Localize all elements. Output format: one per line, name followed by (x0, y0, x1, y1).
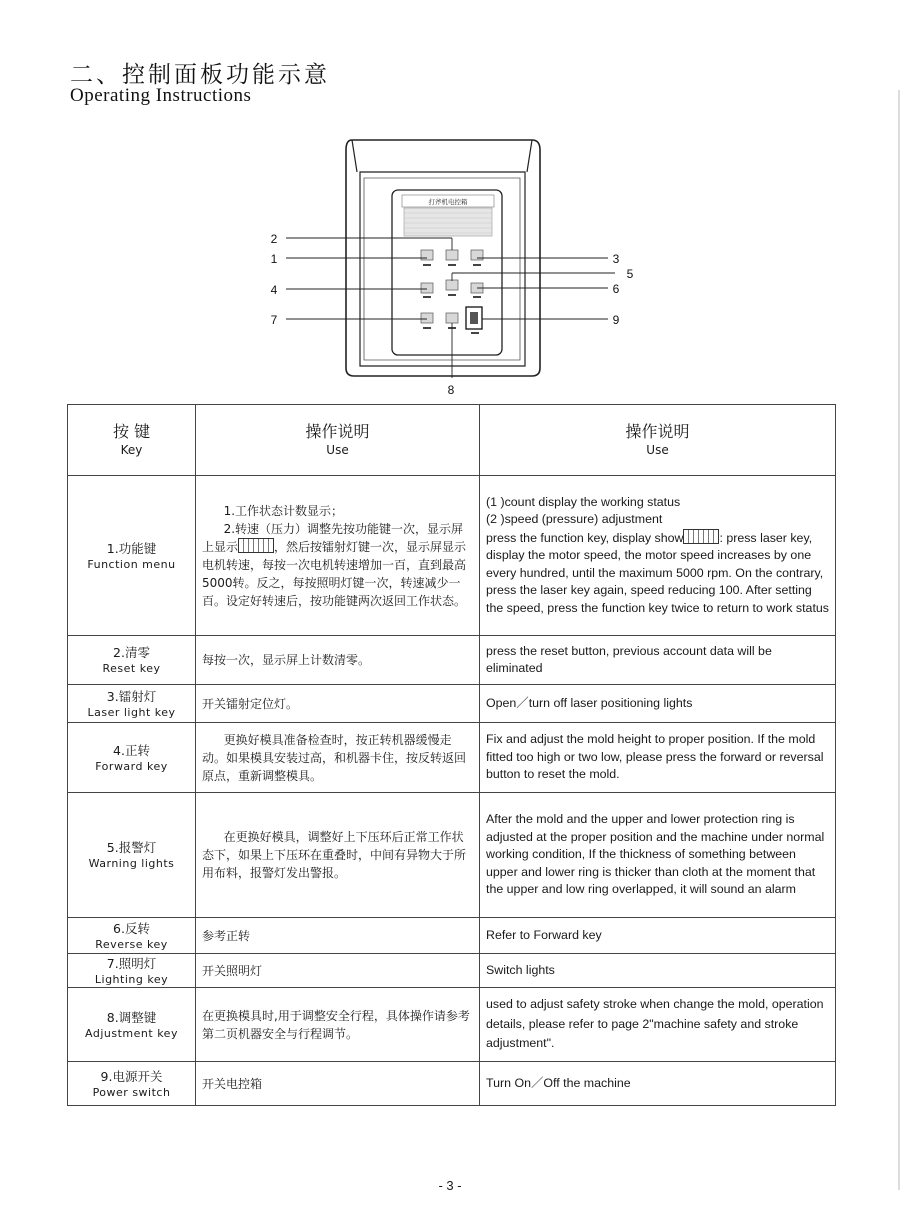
use-en-cell: After the mold and the upper and lower protection ring is adjusted at the proper position and the machine under normal working condition, If the thickness of something between upper and lower ring is thicker than cloth at the moment that the upper and low ring overlapped, it will sound an alarm (480, 793, 836, 918)
en-line (486, 529, 829, 618)
section-title-cn: 二、控制面板功能示意 (70, 62, 330, 88)
key-cell (68, 793, 196, 918)
callout-8: 8 (447, 383, 455, 397)
use-en-cell: Fix and adjust the mold height to proper position. If the mold fitted too high or two low, please press the forward or reversal button to reset the mold. (480, 723, 836, 793)
use-cn-cell: 更换好模具准备检查时，按正转机器缓慢走动。如果模具安装过高，和机器卡住，按反转返回原点，重新调整模具。 (196, 723, 480, 793)
operating-instructions-table (67, 404, 836, 1106)
callout-5: 5 (626, 267, 634, 281)
use-cn-cell: 每按一次，显示屏上计数清零。 (196, 636, 480, 685)
cn-text: ，然后按镭射灯键一次，显示屏显示电机转速，每按一次电机转速增加一百，直到最高5000转。反之，每按照明灯键一次，转速减少一百。设定好转速后，按功能键两次返回工作状态。 (202, 539, 467, 608)
key-name-en: Lighting key (94, 972, 169, 986)
key-name-cn: 4.正转 (113, 742, 150, 758)
header-key-en: Key (120, 443, 143, 457)
use-en-cell: Turn On／Off the machine (480, 1062, 836, 1106)
key-name-cn: 6.反转 (113, 920, 150, 936)
key-cell (68, 1062, 196, 1106)
header-key-cn: 按 键 (112, 422, 151, 441)
table-row (68, 1062, 836, 1106)
key-cell (68, 918, 196, 954)
key-cell (68, 636, 196, 685)
key-cell (68, 723, 196, 793)
header-key (68, 405, 196, 476)
table-row (68, 636, 836, 685)
header-use-en-label: 操作说明 (625, 422, 690, 441)
key-name-en: Laser light key (87, 705, 176, 719)
key-name-en: Function menu (87, 557, 176, 571)
section-title-en: Operating Instructions (70, 85, 252, 106)
use-cn-cell: 开关照明灯 (196, 954, 480, 988)
use-cn-cell (196, 476, 480, 636)
use-en-cell: Open／turn off laser positioning lights (480, 685, 836, 723)
cn-line (202, 520, 473, 610)
header-use-en-sub: Use (646, 443, 669, 457)
callout-6: 6 (612, 282, 620, 296)
table-header-row (68, 405, 836, 476)
key-name-en: Reverse key (95, 937, 168, 951)
table-row (68, 476, 836, 636)
use-cn-cell: 开关电控箱 (196, 1062, 480, 1106)
en-line: (1 )count display the working status (486, 494, 681, 509)
key-name-en: Forward key (95, 759, 168, 773)
display-screen-icon (238, 538, 274, 553)
key-cell (68, 685, 196, 723)
key-name-en: Warning lights (88, 857, 175, 870)
key-name-en: Adjustment key (85, 1026, 178, 1040)
callout-3: 3 (612, 252, 620, 266)
use-cn-cell: 在更换好模具，调整好上下压环后正常工作状态下，如果上下压环在重叠时，中间有异物大于所用布料，报警灯发出警报。 (196, 793, 480, 918)
key-cell (68, 476, 196, 636)
header-use-cn-label: 操作说明 (305, 422, 370, 441)
key-cell (68, 954, 196, 988)
key-name-cn: 9.电源开关 (100, 1068, 163, 1084)
key-name-en: Reset key (102, 662, 161, 675)
use-cn-cell: 在更换模具时,用于调整安全行程，具体操作请参考第二页机器安全与行程调节。 (196, 988, 480, 1062)
key-name-cn: 8.调整键 (106, 1009, 157, 1025)
panel-title: 打斧机电控箱 (428, 199, 468, 206)
use-en-cell: used to adjust safety stroke when change the mold, operation details, please refer to page 2"machine safety and stroke adjustment". (480, 988, 836, 1062)
use-cn-cell: 开关镭射定位灯。 (196, 685, 480, 723)
en-text: press the function key, display show (486, 530, 684, 545)
header-use-cn (196, 405, 480, 476)
key-name-cn: 7.照明灯 (106, 955, 157, 971)
callout-4: 4 (270, 283, 278, 297)
table-row (68, 988, 836, 1062)
key-name-cn: 5.报警灯 (106, 840, 157, 855)
key-name-en: Power switch (92, 1085, 171, 1099)
use-en-cell: Switch lights (480, 954, 836, 988)
key-name-cn: 2.清零 (113, 645, 150, 660)
use-en-cell: Refer to Forward key (480, 918, 836, 954)
cn-text: 2.转速（压力）调整先按功能键一次，显示屏上显示 (202, 521, 464, 554)
table-row (68, 954, 836, 988)
cn-line: 1.工作状态计数显示； (223, 503, 344, 518)
en-text: : press laser key, display the motor speed, the motor speed increases by one every hundred, until the maximum 5000 rpm. On the contrary, press the laser key again, speed reducing 100. After setting the speed, press the function key twice to return to work status (486, 530, 829, 615)
header-use-en (480, 405, 836, 476)
key-name-cn: 3.镭射灯 (106, 688, 157, 704)
table-row (68, 793, 836, 918)
table-row (68, 918, 836, 954)
use-cn-cell: 参考正转 (196, 918, 480, 954)
use-en-cell (480, 476, 836, 636)
table-row (68, 685, 836, 723)
display-screen-icon (683, 529, 719, 544)
key-cell (68, 988, 196, 1062)
callout-9: 9 (612, 313, 620, 327)
key-name-cn: 1.功能键 (106, 540, 157, 556)
callout-1: 1 (270, 252, 278, 266)
table-row (68, 723, 836, 793)
en-line: (2 )speed (pressure) adjustment (486, 512, 663, 527)
callout-7: 7 (270, 313, 278, 327)
control-panel-diagram (0, 0, 900, 400)
header-use-cn-sub: Use (326, 443, 349, 457)
page-number: - 3 - (438, 1178, 462, 1193)
use-en-cell: press the reset button, previous account data will be eliminated (480, 636, 836, 685)
callout-2: 2 (270, 232, 278, 246)
